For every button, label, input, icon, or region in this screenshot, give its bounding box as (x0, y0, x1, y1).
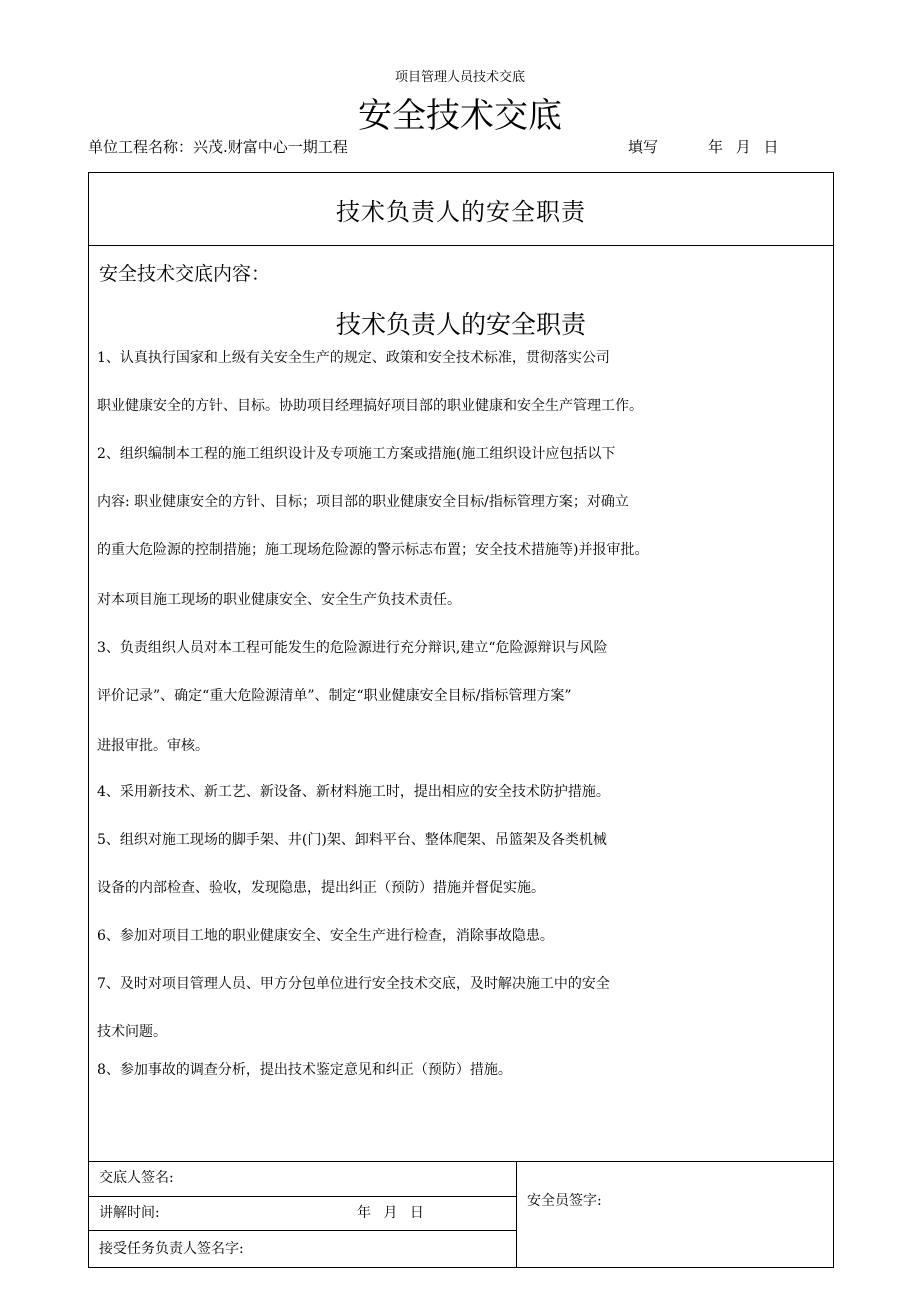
table-title: 技术负责人的安全职责 (89, 173, 833, 246)
content-line: 2、组织编制本工程的施工组织设计及专项施工方案或措施(施工组织设计应包括以下 (97, 446, 616, 462)
content-line: 进报审批。审核。 (97, 738, 209, 754)
row-divider (89, 1196, 516, 1197)
document-subtitle: 项目管理人员技术交底 (394, 70, 525, 85)
presenter-signature-label: 交底人签名: (99, 1170, 174, 1186)
content-line: 评价记录”、确定“重大危险源清单”、制定“职业健康安全目标/指标管理方案” (97, 688, 572, 704)
fill-label: 填写 (628, 138, 659, 156)
content-line: 技术问题。 (97, 1024, 167, 1040)
row-divider (89, 1230, 516, 1231)
explain-time-date: 年 月 日 (357, 1205, 424, 1221)
content-line: 7、及时对项目管理人员、甲方分包单位进行安全技术交底，及时解决施工中的安全 (97, 976, 610, 992)
content-line: 设备的内部检查、验收，发现隐患，提出纠正（预防）措施并督促实施。 (97, 880, 545, 896)
content-title: 技术负责人的安全职责 (335, 310, 586, 339)
content-line: 的重大危险源的控制措施；施工现场危险源的警示标志布置；安全技术措施等)并报审批。 (97, 542, 649, 558)
content-line: 4、采用新技术、新工艺、新设备、新材料施工时，提出相应的安全技术防护措施。 (97, 784, 610, 800)
document-title: 安全技术交底 (358, 96, 562, 136)
content-line: 8、参加事故的调查分析，提出技术鉴定意见和纠正（预防）措施。 (97, 1062, 512, 1078)
safety-officer-signature-label: 安全员签字: (527, 1193, 602, 1209)
signature-left-column (89, 1162, 517, 1268)
content-line: 内容: 职业健康安全的方针、目标；项目部的职业健康安全目标/指标管理方案；对确立 (97, 494, 629, 510)
explain-time-label: 讲解时间: (99, 1205, 160, 1221)
content-line: 对本项目施工现场的职业健康安全、安全生产负技术责任。 (97, 592, 461, 608)
fill-date: 年 月 日 (708, 138, 779, 156)
content-line: 5、组织对施工现场的脚手架、井(门)架、卸料平台、整体爬架、吊篮架及各类机械 (97, 832, 607, 848)
disclosure-table (88, 172, 834, 1268)
content-label: 安全技术交底内容： (99, 263, 271, 285)
project-name-label: 单位工程名称：兴茂.财富中心一期工程 (88, 138, 348, 156)
receiver-signature-label: 接受任务负责人签名字: (99, 1241, 244, 1257)
content-line: 3、负责组织人员对本工程可能发生的危险源进行充分辩识,建立“危险源辩识与风险 (97, 640, 608, 656)
project-info-row (88, 136, 834, 158)
content-line: 1、认真执行国家和上级有关安全生产的规定、政策和安全技术标准，贯彻落实公司 (97, 350, 610, 366)
content-line: 职业健康安全的方针、目标。协助项目经理搞好项目部的职业健康和安全生产管理工作。 (97, 398, 643, 414)
signature-section (89, 1161, 833, 1268)
content-line: 6、参加对项目工地的职业健康安全、安全生产进行检查，消除事故隐患。 (97, 928, 554, 944)
